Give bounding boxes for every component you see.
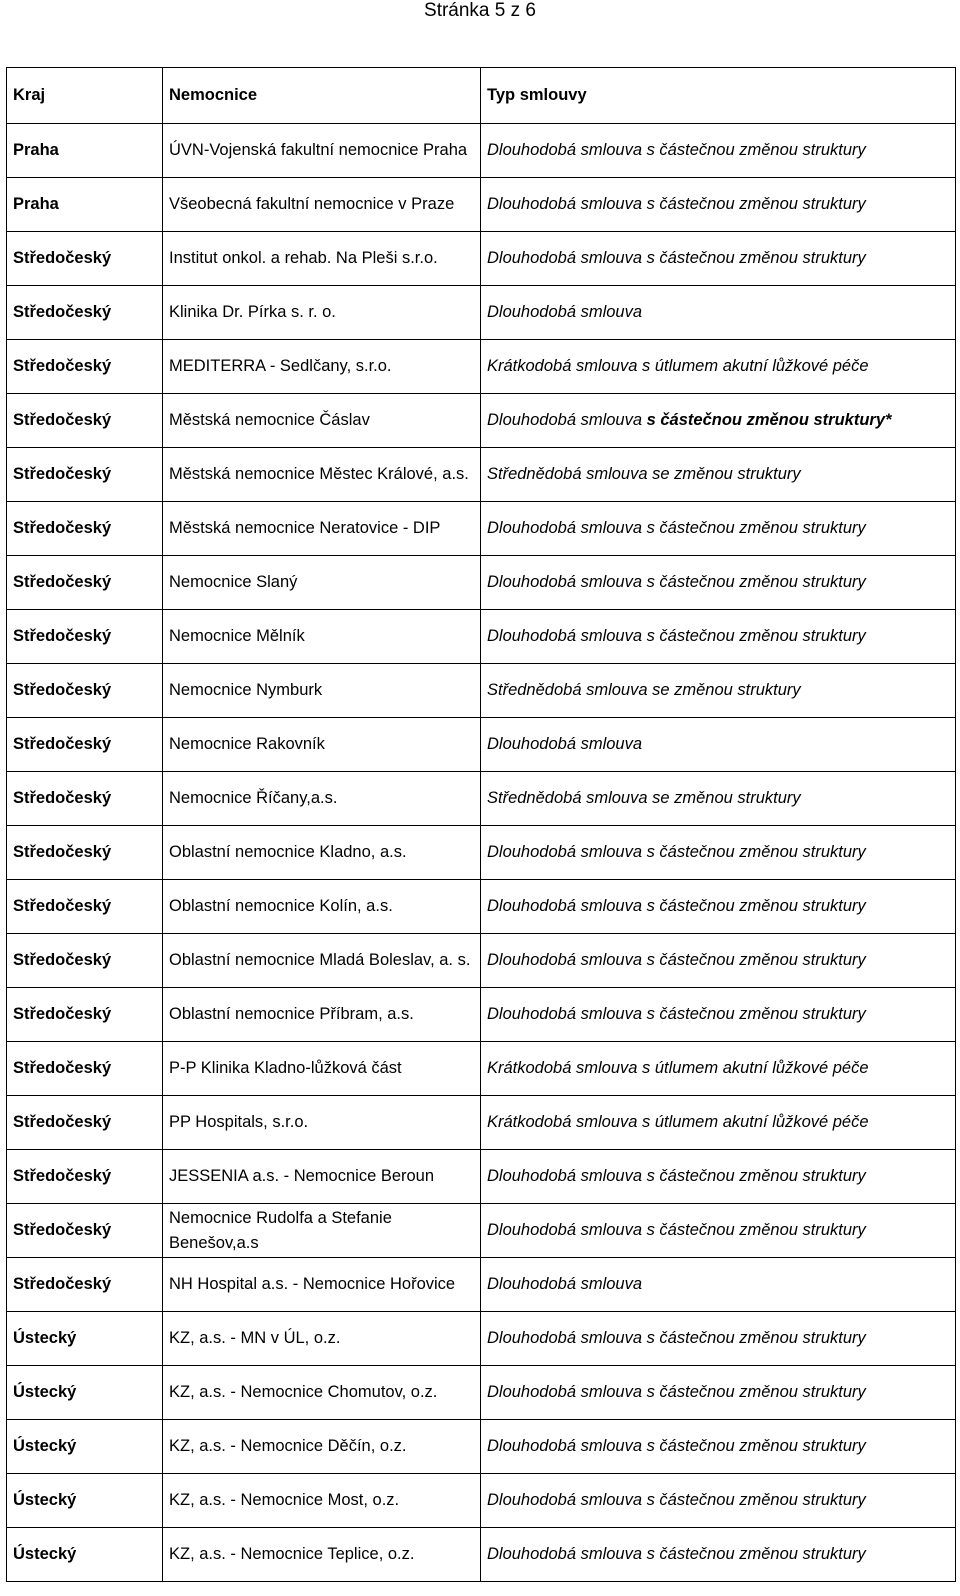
table-row	[7, 718, 956, 772]
cell-nemocnice: Oblastní nemocnice Příbram, a.s.	[163, 988, 481, 1042]
cell-nemocnice: Oblastní nemocnice Kladno, a.s.	[163, 826, 481, 880]
typ-text: Dlouhodobá smlouva s částečnou změnou struktury	[487, 1221, 866, 1239]
cell-typ-smlouvy	[481, 1204, 956, 1258]
typ-text: Dlouhodobá smlouva s částečnou změnou struktury	[487, 249, 866, 267]
cell-nemocnice: Nemocnice Říčany,a.s.	[163, 772, 481, 826]
table-row	[7, 1366, 956, 1420]
cell-typ-smlouvy	[481, 1042, 956, 1096]
typ-text: Dlouhodobá smlouva s částečnou změnou struktury	[487, 951, 866, 969]
cell-nemocnice: KZ, a.s. - Nemocnice Teplice, o.z.	[163, 1528, 481, 1582]
typ-text-emphasis: s částečnou změnou struktury*	[642, 411, 892, 429]
cell-nemocnice: Nemocnice Slaný	[163, 556, 481, 610]
cell-kraj: Středočeský	[7, 340, 163, 394]
cell-typ-smlouvy	[481, 1528, 956, 1582]
cell-kraj: Středočeský	[7, 448, 163, 502]
cell-typ-smlouvy	[481, 124, 956, 178]
typ-text: Krátkodobá smlouva s útlumem akutní lůžkové péče	[487, 1059, 869, 1077]
cell-nemocnice: P-P Klinika Kladno-lůžková část	[163, 1042, 481, 1096]
table-row	[7, 1528, 956, 1582]
typ-text: Dlouhodobá smlouva s částečnou změnou struktury	[487, 1005, 866, 1023]
cell-kraj: Středočeský	[7, 772, 163, 826]
table-row	[7, 1042, 956, 1096]
table-row	[7, 1474, 956, 1528]
typ-text: Dlouhodobá smlouva s částečnou změnou struktury	[487, 1491, 866, 1509]
cell-kraj: Ústecký	[7, 1366, 163, 1420]
cell-kraj: Středočeský	[7, 1150, 163, 1204]
typ-text: Dlouhodobá smlouva	[487, 303, 643, 321]
table-body	[7, 68, 956, 1582]
table-row	[7, 934, 956, 988]
page-number: Stránka 5 z 6	[424, 0, 536, 21]
typ-text: Dlouhodobá smlouva	[487, 411, 643, 429]
cell-kraj: Středočeský	[7, 1258, 163, 1312]
cell-nemocnice: Oblastní nemocnice Mladá Boleslav, a. s.	[163, 934, 481, 988]
table-row	[7, 502, 956, 556]
table-row	[7, 1420, 956, 1474]
table-row	[7, 556, 956, 610]
table-row	[7, 178, 956, 232]
cell-nemocnice: Všeobecná fakultní nemocnice v Praze	[163, 178, 481, 232]
cell-typ-smlouvy	[481, 1096, 956, 1150]
table-row	[7, 664, 956, 718]
cell-nemocnice: JESSENIA a.s. - Nemocnice Beroun	[163, 1150, 481, 1204]
cell-kraj: Ústecký	[7, 1312, 163, 1366]
cell-kraj: Středočeský	[7, 502, 163, 556]
cell-nemocnice: Klinika Dr. Pírka s. r. o.	[163, 286, 481, 340]
cell-typ-smlouvy	[481, 934, 956, 988]
table-row	[7, 880, 956, 934]
cell-typ-smlouvy	[481, 610, 956, 664]
cell-nemocnice: KZ, a.s. - MN v ÚL, o.z.	[163, 1312, 481, 1366]
cell-nemocnice: Městská nemocnice Neratovice - DIP	[163, 502, 481, 556]
table-row	[7, 394, 956, 448]
table-row	[7, 988, 956, 1042]
cell-typ-smlouvy	[481, 826, 956, 880]
typ-text: Dlouhodobá smlouva s částečnou změnou struktury	[487, 1167, 866, 1185]
cell-nemocnice: NH Hospital a.s. - Nemocnice Hořovice	[163, 1258, 481, 1312]
typ-text: Střednědobá smlouva se změnou struktury	[487, 465, 801, 483]
cell-kraj: Praha	[7, 124, 163, 178]
typ-text: Dlouhodobá smlouva s částečnou změnou struktury	[487, 141, 866, 159]
cell-kraj: Středočeský	[7, 718, 163, 772]
cell-kraj: Středočeský	[7, 394, 163, 448]
cell-nemocnice: Nemocnice Mělník	[163, 610, 481, 664]
cell-kraj: Středočeský	[7, 826, 163, 880]
table-row	[7, 772, 956, 826]
header-kraj: Kraj	[7, 68, 163, 124]
cell-kraj: Středočeský	[7, 1204, 163, 1258]
header-nemocnice: Nemocnice	[163, 68, 481, 124]
cell-typ-smlouvy	[481, 664, 956, 718]
cell-kraj: Středočeský	[7, 286, 163, 340]
cell-nemocnice: Oblastní nemocnice Kolín, a.s.	[163, 880, 481, 934]
table-row	[7, 286, 956, 340]
typ-text: Dlouhodobá smlouva s částečnou změnou struktury	[487, 627, 866, 645]
table-row	[7, 1258, 956, 1312]
typ-text: Dlouhodobá smlouva	[487, 735, 643, 753]
cell-typ-smlouvy	[481, 448, 956, 502]
cell-typ-smlouvy	[481, 988, 956, 1042]
cell-kraj: Středočeský	[7, 232, 163, 286]
typ-text: Dlouhodobá smlouva s částečnou změnou struktury	[487, 897, 866, 915]
cell-typ-smlouvy	[481, 718, 956, 772]
cell-kraj: Středočeský	[7, 934, 163, 988]
cell-typ-smlouvy	[481, 1312, 956, 1366]
cell-nemocnice: Městská nemocnice Městec Králové, a.s.	[163, 448, 481, 502]
table-row	[7, 124, 956, 178]
table-row	[7, 1096, 956, 1150]
cell-kraj: Středočeský	[7, 610, 163, 664]
typ-text: Dlouhodobá smlouva s částečnou změnou struktury	[487, 1329, 866, 1347]
typ-text: Střednědobá smlouva se změnou struktury	[487, 789, 801, 807]
table-row	[7, 232, 956, 286]
cell-nemocnice: Nemocnice Nymburk	[163, 664, 481, 718]
cell-typ-smlouvy	[481, 178, 956, 232]
cell-kraj: Ústecký	[7, 1528, 163, 1582]
table-row	[7, 1150, 956, 1204]
cell-nemocnice: KZ, a.s. - Nemocnice Děčín, o.z.	[163, 1420, 481, 1474]
typ-text: Dlouhodobá smlouva	[487, 1275, 643, 1293]
cell-typ-smlouvy	[481, 1420, 956, 1474]
cell-typ-smlouvy	[481, 394, 956, 448]
cell-typ-smlouvy	[481, 340, 956, 394]
cell-nemocnice: Městská nemocnice Čáslav	[163, 394, 481, 448]
cell-nemocnice: MEDITERRA - Sedlčany, s.r.o.	[163, 340, 481, 394]
cell-nemocnice: Nemocnice Rudolfa a Stefanie Benešov,a.s	[163, 1204, 481, 1258]
cell-nemocnice: ÚVN-Vojenská fakultní nemocnice Praha	[163, 124, 481, 178]
cell-kraj: Středočeský	[7, 1096, 163, 1150]
cell-typ-smlouvy	[481, 772, 956, 826]
typ-text: Dlouhodobá smlouva s částečnou změnou struktury	[487, 843, 866, 861]
table-row	[7, 610, 956, 664]
cell-typ-smlouvy	[481, 1258, 956, 1312]
cell-kraj: Středočeský	[7, 664, 163, 718]
cell-kraj: Středočeský	[7, 556, 163, 610]
typ-text: Dlouhodobá smlouva s částečnou změnou struktury	[487, 195, 866, 213]
typ-text: Střednědobá smlouva se změnou struktury	[487, 681, 801, 699]
typ-text: Dlouhodobá smlouva s částečnou změnou struktury	[487, 1437, 866, 1455]
cell-nemocnice: Institut onkol. a rehab. Na Pleši s.r.o.	[163, 232, 481, 286]
table-row	[7, 340, 956, 394]
typ-text: Dlouhodobá smlouva s částečnou změnou struktury	[487, 1545, 866, 1563]
table-row	[7, 448, 956, 502]
cell-kraj: Středočeský	[7, 880, 163, 934]
typ-text: Dlouhodobá smlouva s částečnou změnou struktury	[487, 519, 866, 537]
typ-text: Krátkodobá smlouva s útlumem akutní lůžkové péče	[487, 357, 869, 375]
table-header-row	[7, 68, 956, 124]
typ-text: Dlouhodobá smlouva s částečnou změnou struktury	[487, 1383, 866, 1401]
cell-typ-smlouvy	[481, 880, 956, 934]
cell-typ-smlouvy	[481, 556, 956, 610]
cell-nemocnice: KZ, a.s. - Nemocnice Most, o.z.	[163, 1474, 481, 1528]
cell-kraj: Ústecký	[7, 1474, 163, 1528]
cell-kraj: Praha	[7, 178, 163, 232]
cell-kraj: Ústecký	[7, 1420, 163, 1474]
table-row	[7, 1204, 956, 1258]
typ-text: Dlouhodobá smlouva s částečnou změnou struktury	[487, 573, 866, 591]
table-row	[7, 826, 956, 880]
cell-nemocnice: KZ, a.s. - Nemocnice Chomutov, o.z.	[163, 1366, 481, 1420]
cell-kraj: Středočeský	[7, 1042, 163, 1096]
header-typ-smlouvy: Typ smlouvy	[481, 68, 956, 124]
table-row	[7, 1312, 956, 1366]
typ-text: Krátkodobá smlouva s útlumem akutní lůžkové péče	[487, 1113, 869, 1131]
cell-typ-smlouvy	[481, 1366, 956, 1420]
cell-nemocnice: PP Hospitals, s.r.o.	[163, 1096, 481, 1150]
cell-nemocnice: Nemocnice Rakovník	[163, 718, 481, 772]
cell-kraj: Středočeský	[7, 988, 163, 1042]
cell-typ-smlouvy	[481, 1474, 956, 1528]
cell-typ-smlouvy	[481, 232, 956, 286]
hospital-contract-table	[6, 67, 956, 1582]
cell-typ-smlouvy	[481, 286, 956, 340]
cell-typ-smlouvy	[481, 502, 956, 556]
cell-typ-smlouvy	[481, 1150, 956, 1204]
